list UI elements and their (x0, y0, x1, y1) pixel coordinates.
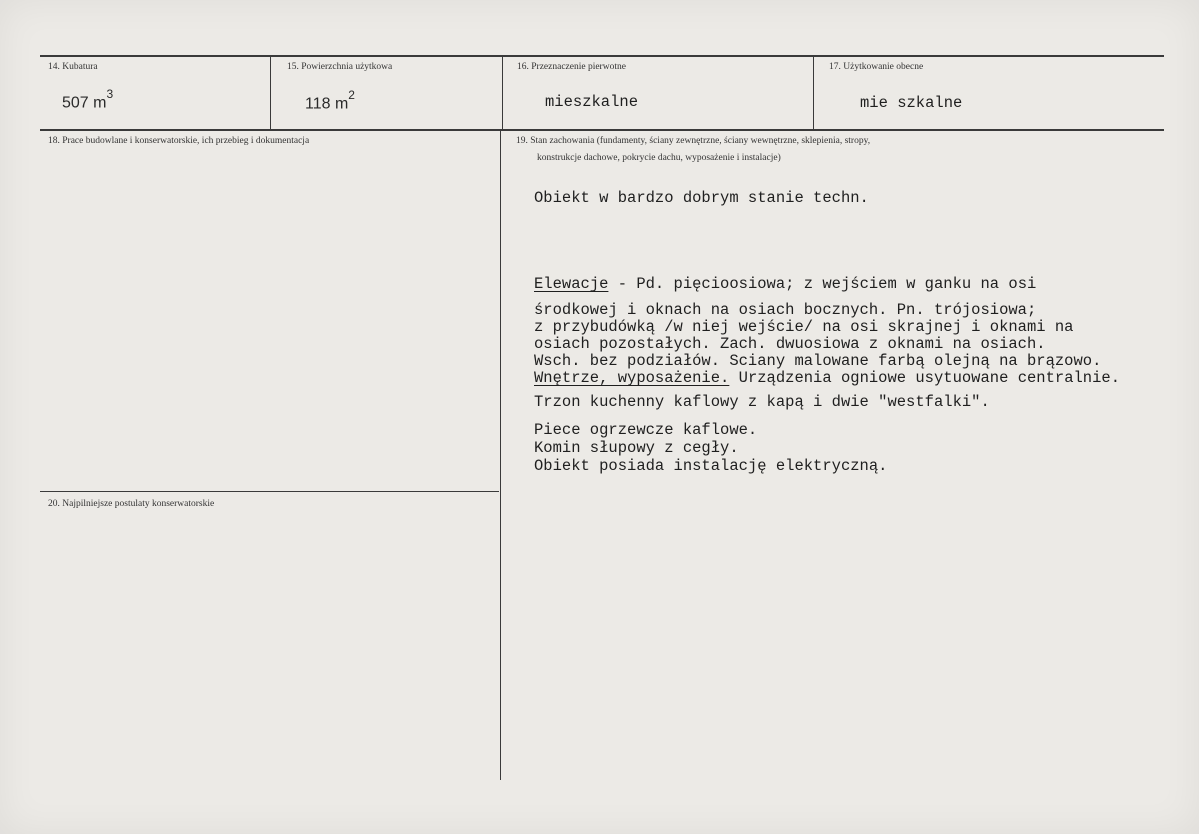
divider-16-17 (813, 56, 814, 130)
condition-summary: Obiekt w bardzo dobrym stanie techn. (534, 189, 869, 207)
field-19-label-line2: konstrukcje dachowe, pokrycie dachu, wyposażenie i instalacje) (537, 153, 781, 163)
interior-heading: Wnętrze, wyposażenie. (534, 369, 730, 387)
divider-15-16 (502, 56, 503, 130)
elevations-line: Elewacje - Pd. pięcioosiowa; z wejściem w ganku na osi (534, 275, 1037, 293)
left-column-rule (40, 491, 499, 492)
field-14-label: 14. Kubatura (48, 62, 98, 72)
field-17-value: mie szkalne (860, 94, 963, 112)
field-19-label-line1: 19. Stan zachowania (fundamenty, ściany zewnętrzne, ściany wewnętrzne, sklepienia, stropy, (516, 136, 871, 146)
text-line-11: Obiekt posiada instalację elektryczną. (534, 457, 888, 475)
middle-rule (40, 129, 1164, 131)
elevations-heading: Elewacje (534, 275, 609, 293)
top-rule (40, 55, 1164, 57)
text-line-4: z przybudówką /w niej wejście/ na osi skrajnej i oknami na (534, 318, 1074, 336)
text-line-10: Komin słupowy z cegły. (534, 439, 739, 457)
text-line-8: Trzon kuchenny kaflowy z kapą i dwie "westfalki". (534, 393, 990, 411)
field-20-label: 20. Najpilniejsze postulaty konserwatorskie (48, 499, 215, 509)
field-16-label: 16. Przeznaczenie pierwotne (517, 62, 626, 72)
divider-14-15 (270, 56, 271, 130)
text-line-3: środkowej i oknach na osiach bocznych. Pn. trójosiowa; (534, 301, 1037, 319)
field-15-label: 15. Powierzchnia użytkowa (287, 62, 393, 72)
interior-line: Wnętrze, wyposażenie. Urządzenia ogniowe usytuowane centralnie. (534, 369, 1121, 387)
field-18-label: 18. Prace budowlane i konserwatorskie, ich przebieg i dokumentacja (48, 136, 310, 146)
text-line-6: Wsch. bez podziałów. Sciany malowane farbą olejną na brązowo. (534, 352, 1102, 370)
text-line-5: osiach pozostałych. Zach. dwuosiowa z oknami na osiach. (534, 335, 1046, 353)
field-16-value: mieszkalne (545, 93, 639, 111)
field-14-value: 507 $m^3$ (62, 87, 114, 112)
divider-main (500, 130, 501, 780)
field-17-label: 17. Użytkowanie obecne (829, 62, 924, 72)
text-line-9: Piece ogrzewcze kaflowe. (534, 421, 758, 439)
field-15-value: 118 $m^2$ (305, 88, 355, 113)
